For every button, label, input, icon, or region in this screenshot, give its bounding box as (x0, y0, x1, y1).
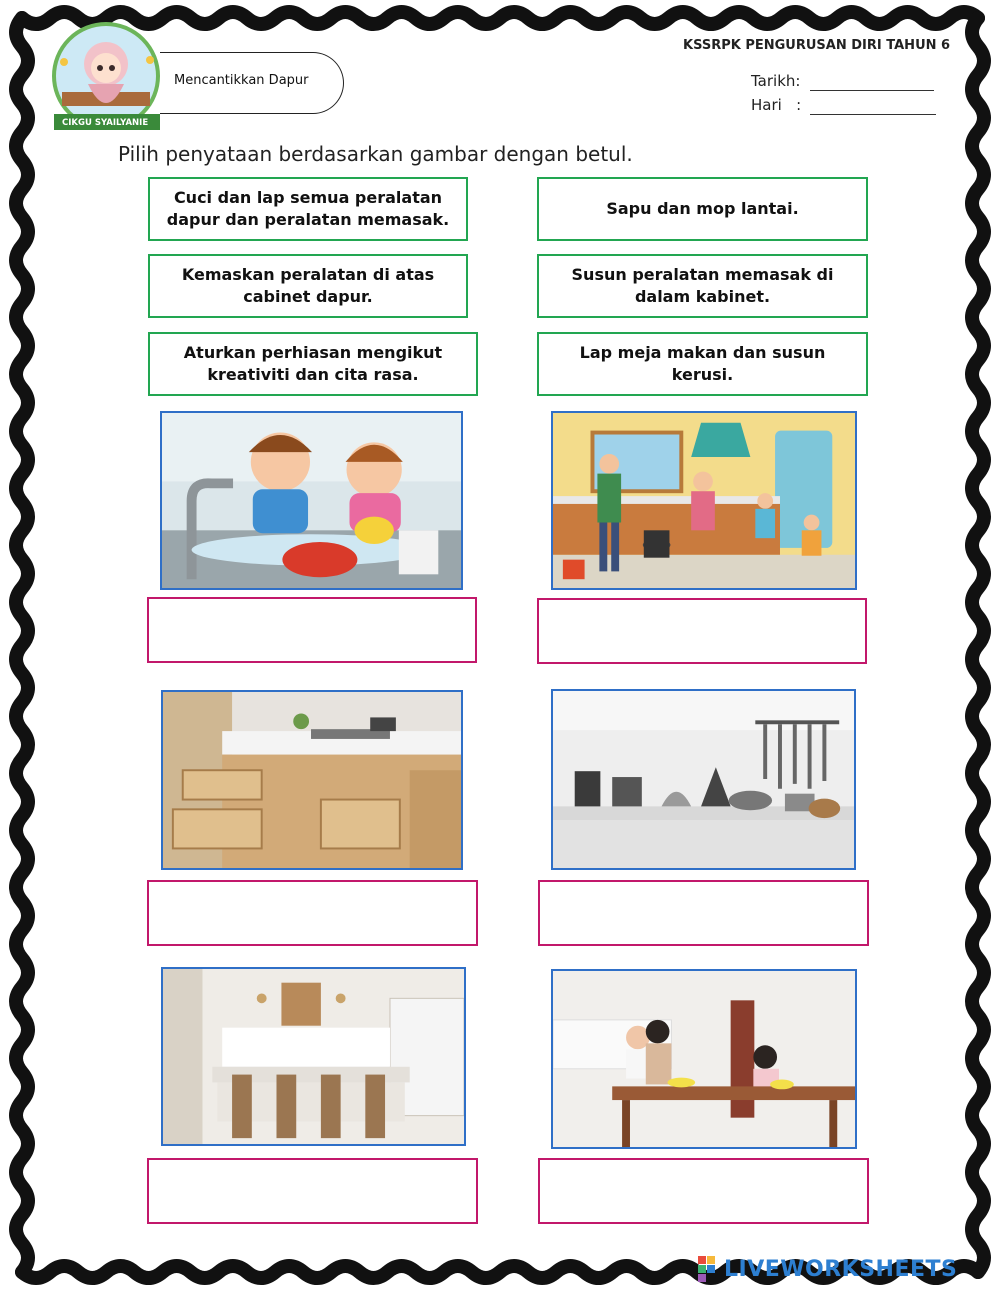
answer-box[interactable] (147, 1158, 478, 1224)
modern-kitchen-island-image (161, 967, 466, 1146)
answer-box[interactable] (538, 1158, 869, 1224)
day-label: Hari : (751, 96, 802, 114)
liveworksheets-logo-icon (698, 1256, 724, 1282)
worksheet-title: Mencantikkan Dapur (174, 73, 309, 88)
option-card[interactable] (148, 177, 468, 241)
option-text: Cuci dan lap semua peralatan dapur dan peralatan memasak. (166, 188, 450, 229)
answer-box[interactable] (147, 880, 478, 946)
option-text: Lap meja makan dan susun kerusi. (579, 343, 826, 384)
option-text: Sapu dan mop lantai. (606, 199, 799, 218)
wooden-kitchen-drawers-image (161, 690, 463, 870)
liveworksheets-brand[interactable] (698, 1254, 957, 1284)
brand-name: LIVEWORKSHEETS (724, 1256, 958, 1282)
date-label: Tarikh: (751, 72, 801, 90)
border-wave (16, 18, 28, 1272)
option-text: Kemaskan peralatan di atas cabinet dapur. (181, 265, 435, 306)
option-card[interactable] (537, 254, 868, 318)
border-wave (972, 18, 984, 1272)
option-card[interactable] (148, 332, 478, 396)
kitchen-utensils-counter-image (551, 689, 856, 870)
day-input-line[interactable] (810, 114, 936, 115)
instruction-text: Pilih penyataan berdasarkan gambar dengan betul. (118, 142, 633, 166)
children-washing-dishes-image (160, 411, 463, 590)
logo-caption: CIKGU SYAILYANIE (62, 118, 149, 128)
date-input-line[interactable] (810, 90, 934, 91)
family-cleaning-kitchen-image (551, 411, 857, 590)
option-card[interactable] (148, 254, 468, 318)
option-text: Aturkan perhiasan mengikut kreativiti dan cita rasa. (183, 343, 443, 384)
cikgu-logo (44, 22, 172, 140)
family-wiping-table-image (551, 969, 857, 1149)
answer-box[interactable] (147, 597, 477, 663)
subject-heading: KSSRPK PENGURUSAN DIRI TAHUN 6 (683, 38, 951, 53)
option-card[interactable] (537, 177, 868, 241)
option-text: Susun peralatan memasak di dalam kabinet. (571, 265, 834, 306)
answer-box[interactable] (538, 880, 869, 946)
option-card[interactable] (537, 332, 868, 396)
answer-box[interactable] (537, 598, 867, 664)
